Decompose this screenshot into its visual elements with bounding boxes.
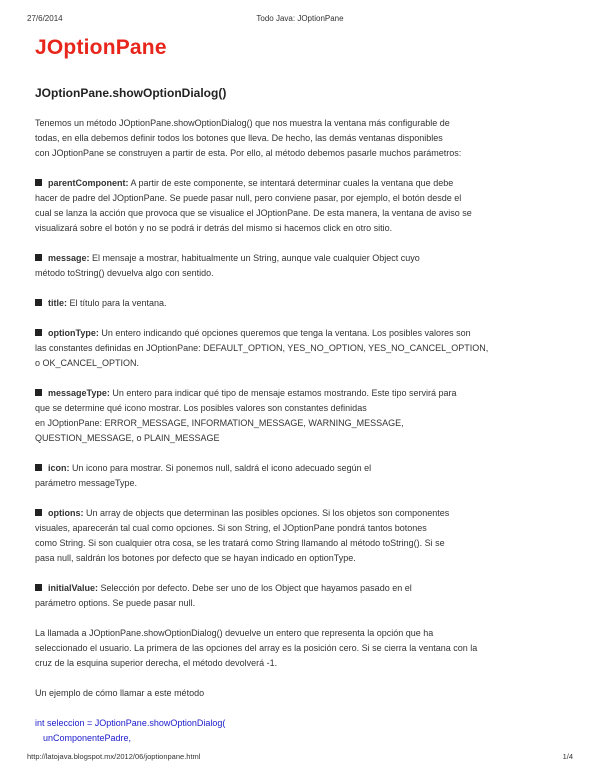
param-term: message: xyxy=(48,253,90,263)
header-title: Todo Java: JOptionPane xyxy=(256,14,344,23)
param-title xyxy=(35,296,560,311)
bullet-square-icon xyxy=(35,389,42,396)
bullet-square-icon xyxy=(35,179,42,186)
text-line: Un entero para indicar qué tipo de mensaje estamos mostrando. Este tipo servirá para xyxy=(109,388,457,398)
example-intro: Un ejemplo de cómo llamar a este método xyxy=(35,688,205,698)
bullet-square-icon xyxy=(35,464,42,471)
text-line: Selección por defecto. Debe ser uno de los Object que hayamos pasado en el xyxy=(98,583,412,593)
text-line: visualizará sobre el botón y no se podrá ir detrás del mismo si hacemos click en otro sitio. xyxy=(35,223,393,233)
param-initialValue xyxy=(35,581,560,611)
text-line: cual se lanza la acción que provoca que se visualice el JOptionPane. De esta manera, la ventana de aviso se xyxy=(35,208,472,218)
param-term: icon: xyxy=(48,463,70,473)
page-title: JOptionPane xyxy=(35,36,167,59)
param-message xyxy=(35,251,560,281)
text-line: en JOptionPane: ERROR_MESSAGE, INFORMATION_MESSAGE, WARNING_MESSAGE, xyxy=(35,418,404,428)
param-term: options: xyxy=(48,508,84,518)
param-messageType xyxy=(35,386,560,446)
code-line: int seleccion = JOptionPane.showOptionDialog( xyxy=(35,718,226,728)
text-line: A partir de este componente, se intentará determinar cuales la ventana que debe xyxy=(128,178,454,188)
bullet-square-icon xyxy=(35,509,42,516)
text-line: QUESTION_MESSAGE, o PLAIN_MESSAGE xyxy=(35,433,220,443)
code-block xyxy=(35,716,560,746)
text-line: Un entero indicando qué opciones queremos que tenga la ventana. Los posibles valores son xyxy=(98,328,471,338)
text-line: El título para la ventana. xyxy=(67,298,167,308)
text-line: con JOptionPane se construyen a partir de esta. Por ello, al método debemos pasarle muchos parámetros: xyxy=(35,148,462,158)
text-line: que se determine qué icono mostrar. Los posibles valores son constantes definidas xyxy=(35,403,367,413)
text-line: visuales, aparecerán tal cual como opciones. Si son String, el JOptionPane pondrá tantos botones xyxy=(35,523,427,533)
text-line: El mensaje a mostrar, habitualmente un String, aunque vale cualquier Object cuyo xyxy=(89,253,420,263)
bullet-square-icon xyxy=(35,584,42,591)
footer-url: http://latojava.blogspot.mx/2012/06/joptionpane.html xyxy=(27,752,201,761)
text-line: cruz de la esquina superior derecha, el método devolverá -1. xyxy=(35,658,278,668)
text-line: pasa null, saldrán los botones por defecto que se hayan indicado en optionType. xyxy=(35,553,356,563)
text-line: hacer de padre del JOptionPane. Se puede pasar null, pero conviene pasar, por ejemplo, el botón desde el xyxy=(35,193,462,203)
text-line: o OK_CANCEL_OPTION. xyxy=(35,358,140,368)
article-body xyxy=(35,116,560,746)
bullet-square-icon xyxy=(35,254,42,261)
bullet-square-icon xyxy=(35,329,42,336)
text-line: parámetro messageType. xyxy=(35,478,138,488)
text-line: método toString() devuelva algo con sentido. xyxy=(35,268,214,278)
param-term: optionType: xyxy=(48,328,99,338)
param-parentComponent xyxy=(35,176,560,236)
param-optionType xyxy=(35,326,560,371)
code-line: unComponentePadre, xyxy=(43,733,132,743)
param-term: messageType: xyxy=(48,388,110,398)
param-term: initialValue: xyxy=(48,583,99,593)
section-heading: JOptionPane.showOptionDialog() xyxy=(35,86,227,100)
header-date: 27/6/2014 xyxy=(27,14,63,23)
param-options xyxy=(35,506,560,566)
param-icon xyxy=(35,461,560,491)
text-line: parámetro options. Se puede pasar null. xyxy=(35,598,196,608)
text-line: todas, en ella debemos definir todos los botones que lleva. De hecho, las demás ventanas disponibles xyxy=(35,133,443,143)
return-paragraph xyxy=(35,626,560,671)
text-line: Un array de objects que determinan las posibles opciones. Si los objetos son componentes xyxy=(83,508,450,518)
text-line: las constantes definidas en JOptionPane: DEFAULT_OPTION, YES_NO_OPTION, YES_NO_CANCEL_OPTION, xyxy=(35,343,489,353)
bullet-square-icon xyxy=(35,299,42,306)
text-line: Un icono para mostrar. Si ponemos null, saldrá el icono adecuado según el xyxy=(69,463,372,473)
footer-page-number: 1/4 xyxy=(562,752,573,761)
text-line: seleccionado el usuario. La primera de las opciones del array es la posición cero. Si se cierra la ventana con la xyxy=(35,643,478,653)
param-term: title: xyxy=(48,298,67,308)
text-line: Tenemos un método JOptionPane.showOptionDialog() que nos muestra la ventana más configurable de xyxy=(35,118,450,128)
text-line: como String. Si son cualquier otra cosa, se les tratará como String llamando al método toString(). Si se xyxy=(35,538,445,548)
param-term: parentComponent: xyxy=(48,178,129,188)
text-line: La llamada a JOptionPane.showOptionDialog() devuelve un entero que representa la opción que ha xyxy=(35,628,434,638)
intro-paragraph xyxy=(35,116,560,161)
